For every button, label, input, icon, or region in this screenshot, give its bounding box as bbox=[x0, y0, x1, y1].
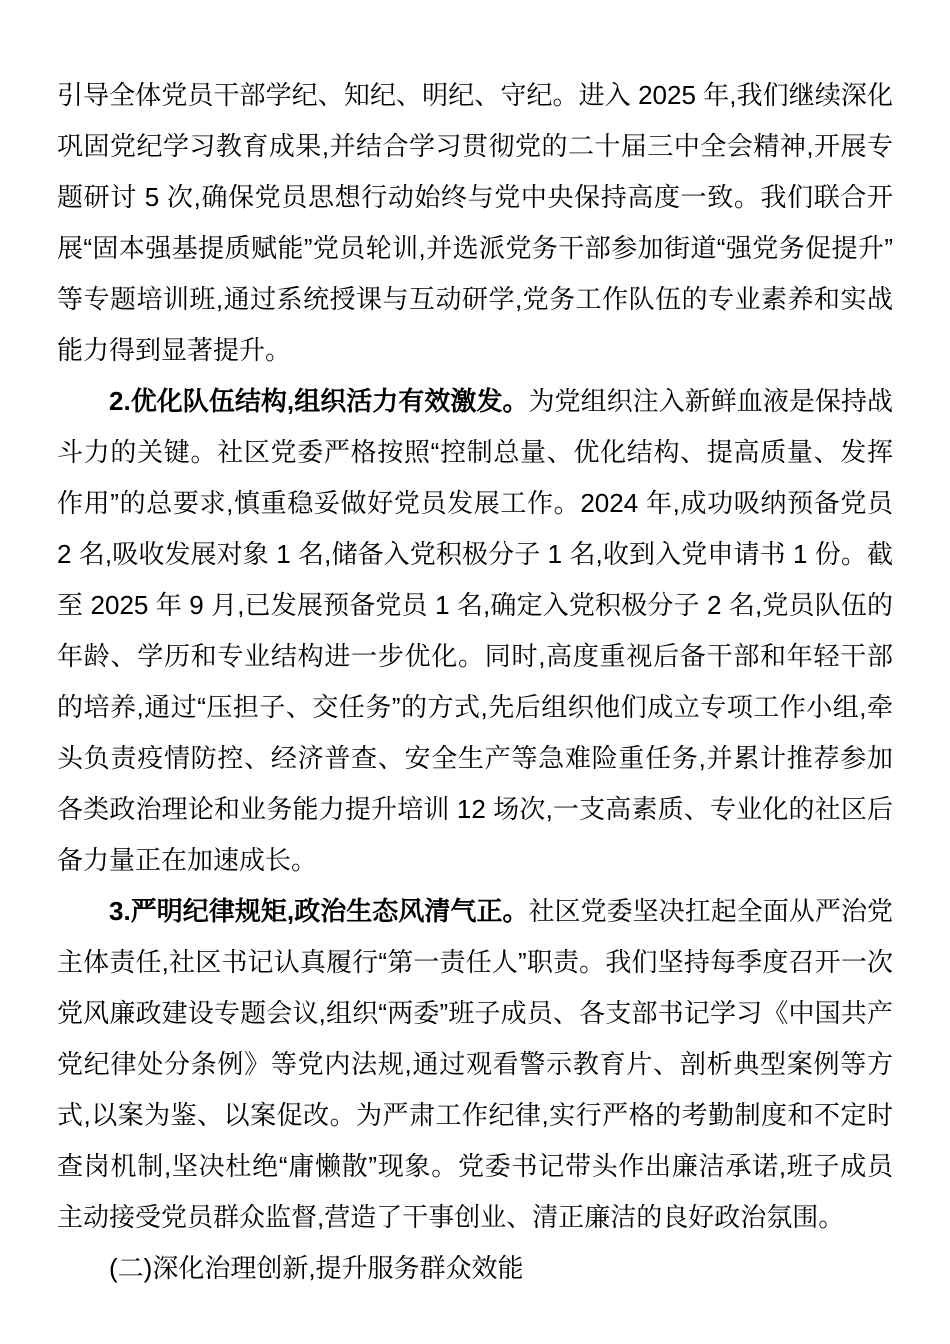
paragraph-numbered-3 bbox=[57, 886, 893, 1243]
paragraph-numbered-2-body: 为党组织注入新鲜血液是保持战斗力的关键。社区党委严格按照“控制总量、优化结构、提高质量、发挥作用”的总要求,慎重稳妥做好党员发展工作。2024 年,成功吸纳预备党员 2 名,吸收发展对象 1 名,储备入党积极分子 1 名,收到入党申请书 1 份。截至 2025 年 9 月,已发展预备党员 1 名,确定入党积极分子 2 名,党员队伍的年龄、学历和专业结构进一步优化。同时,高度重视后备干部和年轻干部的培养,通过“压担子、交任务”的方式,先后组织他们成立专项工作小组,牵头负责疫情防控、经济普查、安全生产等急难险重任务,并累计推荐参加各类政治理论和业务能力提升培训 12 场次,一支高素质、专业化的社区后备力量正在加速成长。 bbox=[57, 386, 893, 875]
paragraph-numbered-3-body: 社区党委坚决扛起全面从严治党主体责任,社区书记认真履行“第一责任人”职责。我们坚持每季度召开一次党风廉政建设专题会议,组织“两委”班子成员、各支部书记学习《中国共产党纪律处分条例》等党内法规,通过观看警示教育片、剖析典型案例等方式,以案为鉴、以案促改。为严肃工作纪律,实行严格的考勤制度和不定时查岗机制,坚决杜绝“庸懒散”现象。党委书记带头作出廉洁承诺,班子成员主动接受党员群众监督,营造了干事创业、清正廉洁的良好政治氛围。 bbox=[57, 896, 893, 1232]
paragraph-numbered-2-heading: 2.优化队伍结构,组织活力有效激发。 bbox=[109, 386, 529, 416]
section-heading-two: (二)深化治理创新,提升服务群众效能 bbox=[109, 1253, 524, 1283]
paragraph-numbered-3-heading: 3.严明纪律规矩,政治生态风清气正。 bbox=[109, 896, 529, 926]
paragraph-numbered-2 bbox=[57, 376, 893, 886]
paragraph-continuation: 引导全体党员干部学纪、知纪、明纪、守纪。进入 2025 年,我们继续深化巩固党纪学习教育成果,并结合学习贯彻党的二十届三中全会精神,开展专题研讨 5 次,确保党员思想行动始终与党中央保持高度一致。我们联合开展“固本强基提质赋能”党员轮训,并选派党务干部参加街道“强党务促提升”等专题培训班,通过系统授课与互动研学,党务工作队伍的专业素养和实战能力得到显著提升。 bbox=[57, 80, 893, 365]
